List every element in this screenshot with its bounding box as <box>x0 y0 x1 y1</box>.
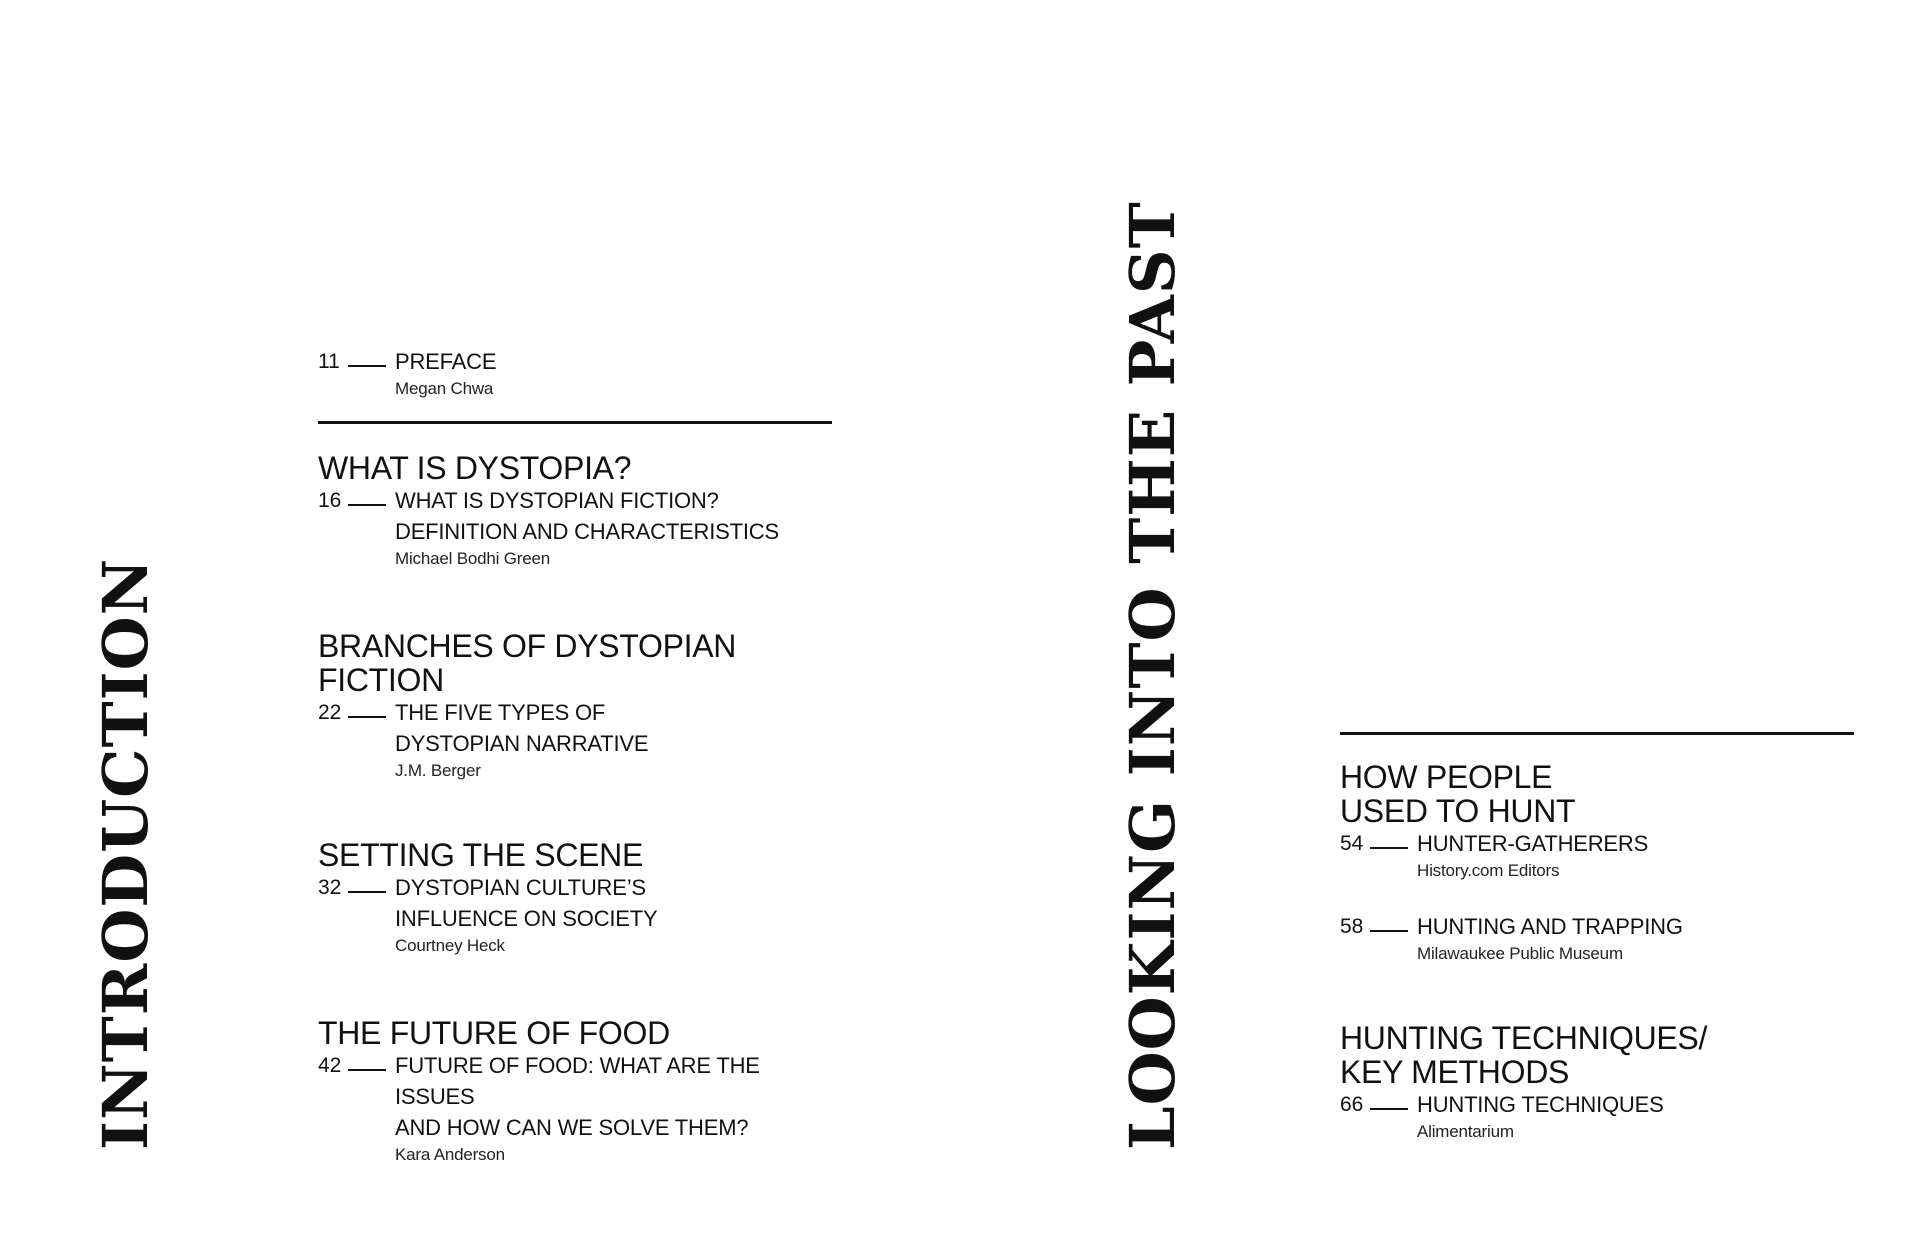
introduction-vertical-title: INTRODUCTION <box>89 557 162 1150</box>
entry-title: HUNTER-GATHERERS <box>1417 831 1649 856</box>
section-how-people-used-to-hunt <box>1340 760 1855 966</box>
entry-author: Milawaukee Public Museum <box>1417 944 1623 963</box>
entry-author: Kara Anderson <box>395 1145 505 1164</box>
section-heading: SETTING THE SCENE <box>318 837 644 873</box>
section-the-future-of-food <box>318 1016 838 1167</box>
entry-title-line-1: THE FIVE TYPES OF <box>395 700 606 725</box>
entry-title-line-1: WHAT IS DYSTOPIAN FICTION? <box>395 488 719 513</box>
section-heading: WHAT IS DYSTOPIA? <box>318 450 632 486</box>
leader-dash <box>348 1069 386 1071</box>
looking-into-the-past-vertical-title: LOOKING INTO THE PAST <box>1116 201 1189 1150</box>
entry-author: History.com Editors <box>1417 861 1560 880</box>
leader-dash <box>1370 847 1408 849</box>
section-heading: HOW PEOPLE USED TO HUNT <box>1340 759 1576 829</box>
page-number: 58 <box>1340 915 1364 938</box>
section-divider <box>318 421 832 424</box>
section-what-is-dystopia <box>318 451 838 571</box>
entry-author: J.M. Berger <box>395 761 481 780</box>
entry-title: HUNTING TECHNIQUES <box>1417 1092 1664 1117</box>
toc-entry[interactable] <box>318 697 838 783</box>
toc-entry[interactable] <box>1340 1089 1855 1144</box>
page-number: 32 <box>318 876 342 899</box>
leader-dash <box>348 891 386 893</box>
entry-title-line-2: AND HOW CAN WE SOLVE THEM? <box>395 1115 749 1140</box>
entry-title-line-2: INFLUENCE ON SOCIETY <box>395 906 658 931</box>
entry-title-line-2: DYSTOPIAN NARRATIVE <box>395 731 649 756</box>
leader-dash <box>1370 1108 1408 1110</box>
entry-title-line-2: DEFINITION AND CHARACTERISTICS <box>395 519 779 544</box>
leader-dash <box>348 365 386 367</box>
section-branches-of-dystopian-fiction <box>318 629 838 783</box>
entry-author: Alimentarium <box>1417 1122 1514 1141</box>
toc-entry[interactable] <box>318 872 838 958</box>
section-setting-the-scene <box>318 838 838 958</box>
entry-title-line-1: FUTURE OF FOOD: WHAT ARE THE ISSUES <box>395 1053 760 1109</box>
left-toc-column <box>318 346 838 1167</box>
entry-author: Megan Chwa <box>395 379 494 398</box>
section-heading: HUNTING TECHNIQUES/ KEY METHODS <box>1340 1020 1708 1090</box>
section-heading: THE FUTURE OF FOOD <box>318 1015 670 1051</box>
entry-title: HUNTING AND TRAPPING <box>1417 914 1683 939</box>
toc-entry[interactable] <box>318 485 838 571</box>
page-number: 16 <box>318 489 342 512</box>
toc-entry[interactable] <box>1340 828 1855 883</box>
leader-dash <box>348 504 386 506</box>
section-hunting-techniques-key-methods <box>1340 1021 1855 1144</box>
page-number: 54 <box>1340 832 1364 855</box>
entry-title: PREFACE <box>395 349 497 374</box>
entry-title-line-1: DYSTOPIAN CULTURE’S <box>395 875 646 900</box>
page-number: 42 <box>318 1054 342 1077</box>
page-number: 11 <box>318 350 340 373</box>
entry-author: Courtney Heck <box>395 936 505 955</box>
toc-entry[interactable] <box>318 1050 838 1167</box>
toc-entry[interactable] <box>1340 911 1855 966</box>
right-toc-column <box>1340 732 1855 1144</box>
entry-author: Michael Bodhi Green <box>395 549 550 568</box>
page-number: 66 <box>1340 1093 1364 1116</box>
leader-dash <box>1370 930 1408 932</box>
section-heading: BRANCHES OF DYSTOPIAN FICTION <box>318 628 737 698</box>
section-divider <box>1340 732 1854 735</box>
page-number: 22 <box>318 701 342 724</box>
leader-dash <box>348 716 386 718</box>
toc-entry-preface[interactable] <box>318 346 838 401</box>
